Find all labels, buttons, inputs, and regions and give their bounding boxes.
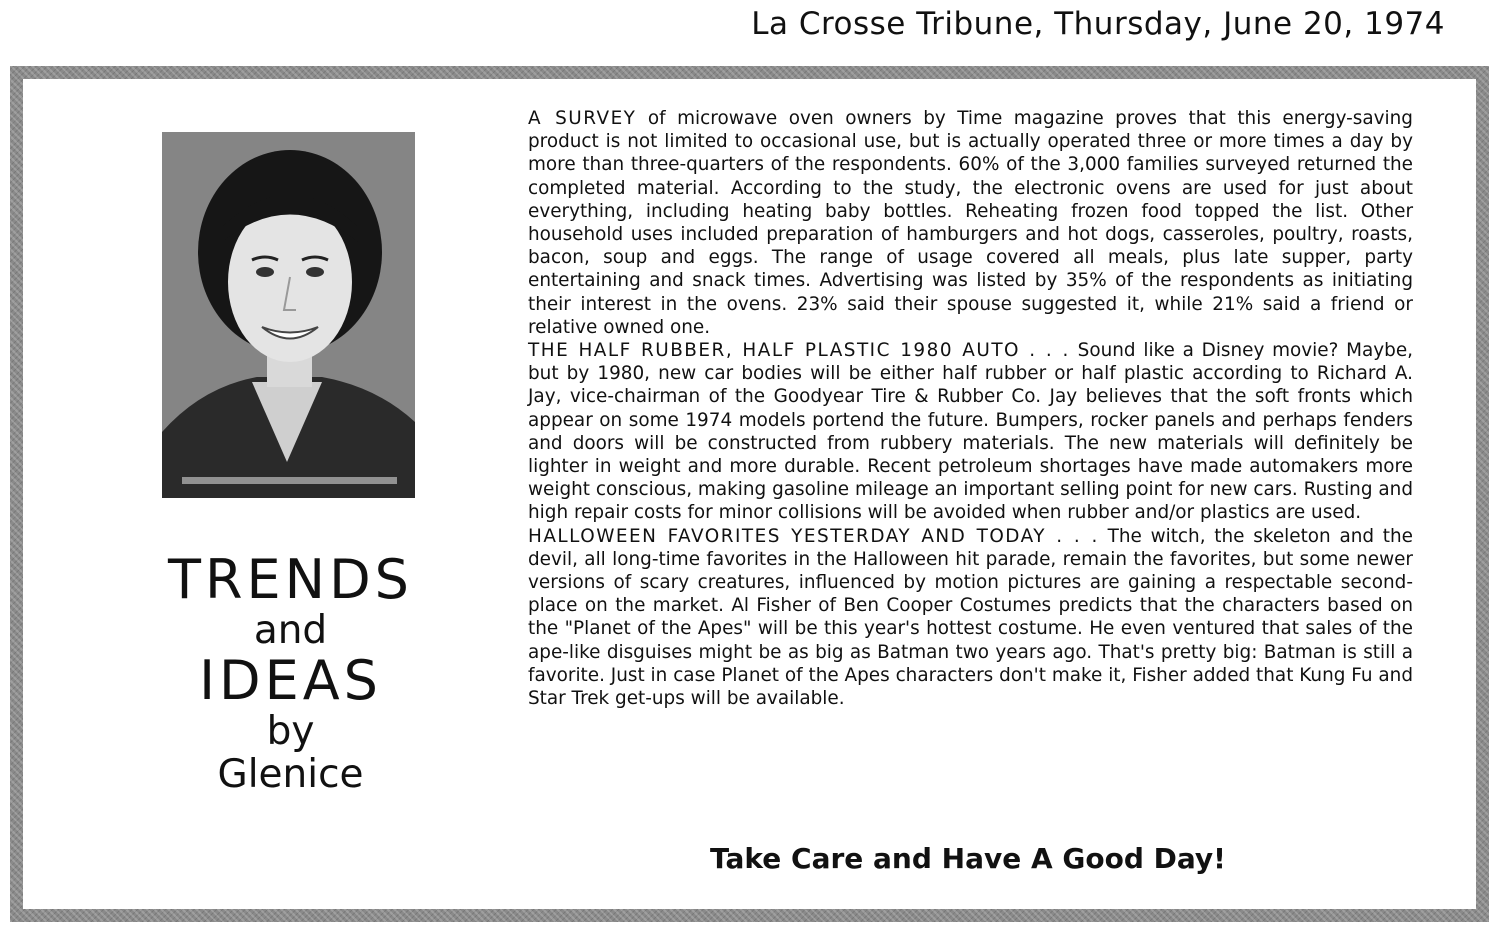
signoff: Take Care and Have A Good Day! — [710, 842, 1226, 875]
article-body — [528, 107, 1413, 710]
paragraph-lead: HALLOWEEN FAVORITES YESTERDAY AND TODAY . . . — [528, 525, 1099, 547]
title-trends: TRENDS — [168, 548, 413, 611]
title-and: and — [253, 608, 328, 653]
column-title — [113, 548, 468, 797]
paragraph-lead: THE HALF RUBBER, HALF PLASTIC 1980 AUTO . . . — [528, 340, 1070, 362]
paragraph-microwave — [528, 107, 1413, 339]
masthead: La Crosse Tribune, Thursday, June 20, 1974 — [751, 6, 1445, 42]
paragraph-text: of microwave oven owners by Time magazine proves that this energy-saving product is not limited to occasional use, but is actually operated three or more times a day by more than three-quarters of the respondents. 60% of the 3,000 families surveyed returned the completed material. According to the study, the electronic ovens are used for just about everything, including heating baby bottles. Reheating frozen food topped the list. Other household uses included preparation of hamburgers and hot dogs, casseroles, poultry, roasts, bacon, soup and eggs. The range of usage covered all meals, plus late supper, party entertaining and snack times. Advertising was listed by 35% of the respondents as initiating their interest in the ovens. 23% said their spouse suggested it, while 21% said a friend or relative owned one. — [528, 108, 1413, 338]
ad-border-frame — [10, 66, 1489, 922]
paragraph-text: Sound like a Disney movie? Maybe, but by 1980, new car bodies will be either half rubber or half plastic according to Richard A. Jay, vice-chairman of the Goodyear Tire & Rubber Co. Jay believes that the soft fronts which appear on some 1974 models portend the future. Bumpers, rocker panels and perhaps fenders and doors will be constructed from rubbery materials. The new materials will definitely be lighter in weight and more durable. Recent petroleum shortages have made automakers more weight conscious, making gasoline mileage an important selling point for new cars. Rusting and high repair costs for minor collisions will be avoided when rubber and/or plastics are used. — [528, 340, 1413, 524]
paragraph-lead: A SURVEY — [528, 108, 637, 129]
paragraph-halloween — [528, 525, 1413, 711]
title-by: by — [266, 709, 315, 754]
title-author: Glenice — [217, 752, 364, 797]
ad-content-area — [23, 79, 1476, 909]
paragraph-text: The witch, the skeleton and the devil, all long-time favorites in the Halloween hit parade, remain the favorites, but some newer versions of scary creatures, influenced by motion pictures are gaining a respectable second-place on the market. Al Fisher of Ben Cooper Costumes predicts that the characters based on the "Planet of the Apes" will be this year's hottest costume. He even ventured that sales of the ape-like disguises might be as big as Batman two years ago. That's pretty big: Batman is still a favorite. Just in case Planet of the Apes characters don't make it, Fisher added that Kung Fu and Star Trek get-ups will be available. — [528, 525, 1413, 710]
portrait-image — [162, 132, 415, 498]
paragraph-auto — [528, 339, 1413, 525]
title-ideas: IDEAS — [199, 649, 382, 712]
author-photo — [162, 132, 415, 498]
